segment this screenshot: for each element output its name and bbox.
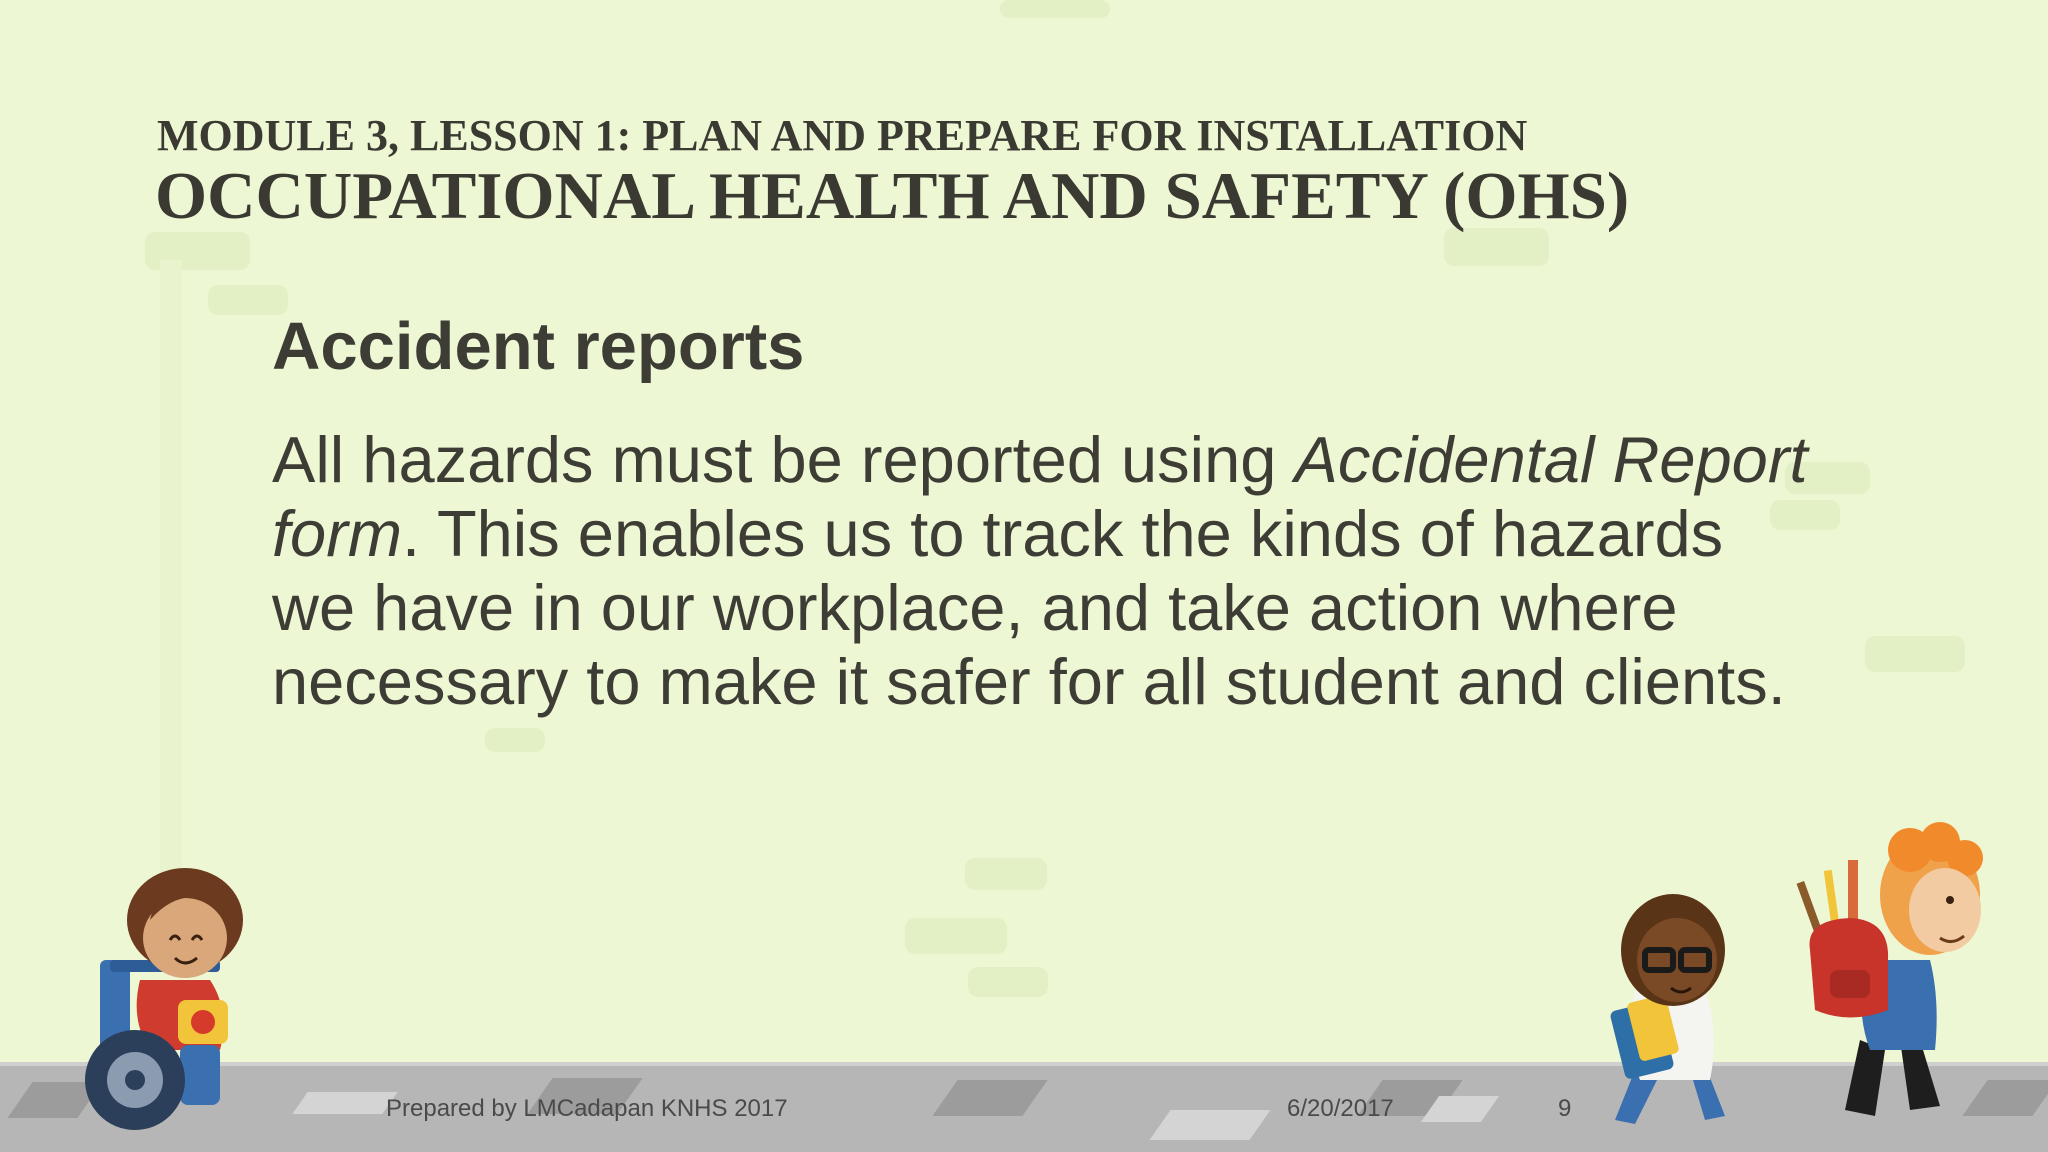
background-brick [485,728,545,752]
road-marking [1149,1110,1270,1140]
background-brick [968,967,1048,997]
slide-title: OCCUPATIONAL HEALTH AND SAFETY (OHS) [155,159,1630,233]
background-brick [965,858,1047,890]
subheading: Accident reports [272,309,805,384]
footer-prepared-by: Prepared by LMCadapan KNHS 2017 [386,1095,788,1122]
body-paragraph [272,423,1812,719]
footer-page-number: 9 [1558,1095,1572,1122]
body-text: All hazards must be reported using [272,423,1295,496]
module-line: MODULE 3, LESSON 1: PLAN AND PREPARE FOR INSTALLATION [157,111,1528,160]
footer-date: 6/20/2017 [1287,1095,1394,1122]
girl-in-wheelchair-icon [70,850,310,1130]
body-italic-text: Accidental Report form [272,423,1808,570]
background-brick [1865,636,1965,672]
background-brick [905,918,1007,954]
boy-with-backpack-icon [1790,820,2010,1130]
body-text: . This enables us to track the kinds of hazards we have in our workplace, and take action where necessary to make it safer for all student and clients. [272,497,1786,718]
boy-with-book-icon [1595,880,1775,1130]
background-brick [1000,0,1110,18]
